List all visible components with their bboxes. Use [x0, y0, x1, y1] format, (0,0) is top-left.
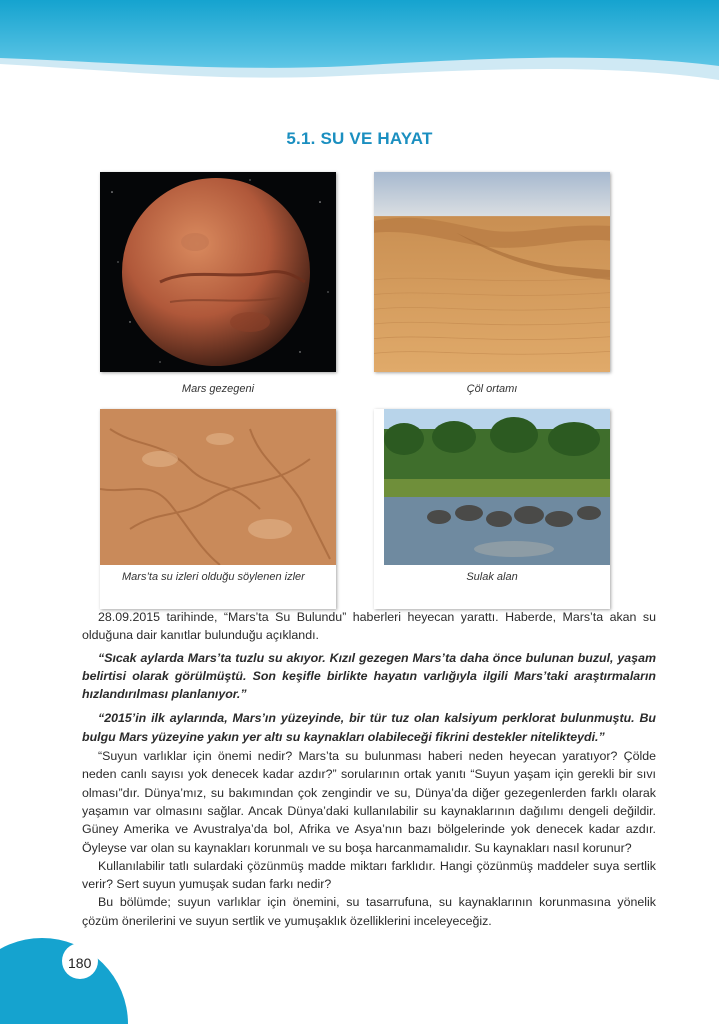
image-caption: Mars gezegeni	[181, 383, 255, 395]
quote-paragraph: “2015’in ilk aylarında, Mars’ın yüzeyinde, bir tür tuz olan kalsiyum perklorat bulunmuştu. Bu bulgu Mars yüzeyine yakın yer altı su kaynakları olabileceği fikrini destekler nitelikteydi.”	[82, 711, 656, 744]
page-number: 180	[68, 955, 92, 971]
mars-planet-photo	[100, 172, 336, 372]
body-text	[82, 608, 656, 930]
paragraph: 28.09.2015 tarihinde, “Mars’ta Su Bulundu” haberleri heyecan yarattı. Haberde, Mars’ta akan su olduğuna dair kanıtlar bulunduğu açıklandı.	[82, 610, 656, 643]
section-title: 5.1. SU VE HAYAT	[286, 129, 433, 148]
corner-decoration	[0, 925, 140, 1024]
paragraph: Kullanılabilir tatlı sulardaki çözünmüş madde miktarı farklıdır. Hangi çözünmüş maddeler suya sertlik verir? Sert suyun yumuşak sudan farkı nedir?	[82, 858, 656, 892]
image-caption: Mars’ta su izleri olduğu söylenen izler	[122, 571, 305, 583]
header-wave-banner	[0, 0, 719, 95]
image-caption: Sulak alan	[466, 571, 518, 583]
desert-photo	[374, 172, 610, 372]
image-caption: Çöl ortamı	[466, 383, 518, 395]
quote-paragraph: “Sıcak aylarda Mars’ta tuzlu su akıyor. Kızıl gezegen Mars’ta daha önce bulunan buzul, yaşam belirtisi olarak görülmüştü. Son keşifle birlikte hayatın varlığıyla ilgili Mars’taki araştırmaların hızlandırılması planlanıyor.”	[82, 650, 656, 702]
paragraph: “Suyun varlıklar için önemi nedir? Mars’ta su bulunması haberi neden heyecan yaratıyor? Çölde neden canlı sayısı yok denecek kadar azdır?” sorularının ortak yanıtı “Suyun yaşam için gerekli bir sıvı olması”dır. Dünya’mız, su bakımından çok zengindir ve su, Dünya’da diğer gezegenlerden farklı olarak yaşamın var olmasını sağlar. Ancak Dünya’daki kullanılabilir su kaynaklarının dağılımı dengeli değildir. Güney Amerika ve Avustralya’da bol, Afrika ve Asya’nın bazı bölgelerinde yok denecek kadar azdır. Öyleyse var olan su kaynakları korunmalı ve su boşa harcanmamalıdır. Su kaynakları nasıl korunur?	[82, 749, 656, 855]
paragraph: Bu bölümde; suyun varlıklar için önemini, su tasarrufuna, su kaynaklarının korunmasına yönelik çözüm önerilerini ve suyun sertlik ve yumuşaklık özelliklerini inceleyeceğiz.	[82, 895, 656, 928]
